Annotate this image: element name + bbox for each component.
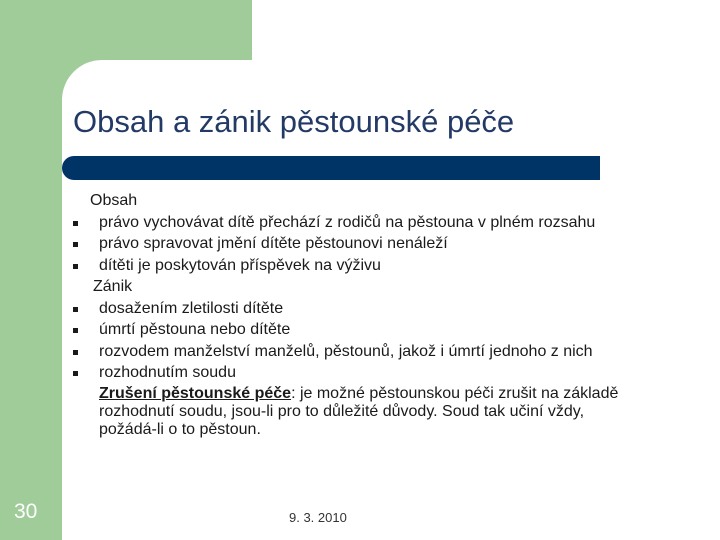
list-item [70,298,680,320]
list-item [70,212,680,234]
square-bullet-icon [73,242,78,247]
list-item [70,341,680,363]
zruseni-term: Zrušení pěstounské péče [99,384,292,402]
list-item-text: právo vychovávat dítě přechází z rodičů na pěstouna v plném rozsahu [99,213,596,231]
list-item-text: dosažením zletilosti dítěte [99,299,284,317]
list-item-text: právo spravovat jmění dítěte pěstounovi nenáleží [99,235,448,252]
decorative-green-sidebar [0,0,62,540]
zruseni-text: : je možné pěstounskou péči zrušit na základě rozhodnutí soudu, jsou-li pro to důležité důvody. Soud tak učiní vždy, požádá-li o to pěstoun. [99,384,619,438]
list-item [70,233,680,255]
obsah-heading: Obsah [90,192,138,209]
list-item [70,255,680,277]
list-item-text: dítěti je poskytován příspěvek na výživu [99,256,381,274]
list-item-text: rozhodnutím soudu [99,364,236,381]
slide-content [70,190,680,439]
list-item-text: rozvodem manželství manželů, pěstounů, jakož i úmrtí jednoho z nich [99,342,593,360]
slide-number: 30 [14,500,38,523]
list-item [70,362,680,384]
zruseni-paragraph [99,385,639,439]
list-item [70,319,680,341]
list-item-text: úmrtí pěstouna nebo dítěte [99,321,291,338]
square-bullet-icon [73,371,78,376]
square-bullet-icon [73,264,78,269]
square-bullet-icon [73,350,78,355]
square-bullet-icon [73,221,78,226]
zanik-heading: Zánik [93,278,133,295]
slide-date: 9. 3. 2010 [289,510,347,525]
square-bullet-icon [73,307,78,312]
slide-title: Obsah a zánik pěstounské péče [73,104,515,139]
title-underline-bar [62,156,600,180]
square-bullet-icon [73,328,78,333]
